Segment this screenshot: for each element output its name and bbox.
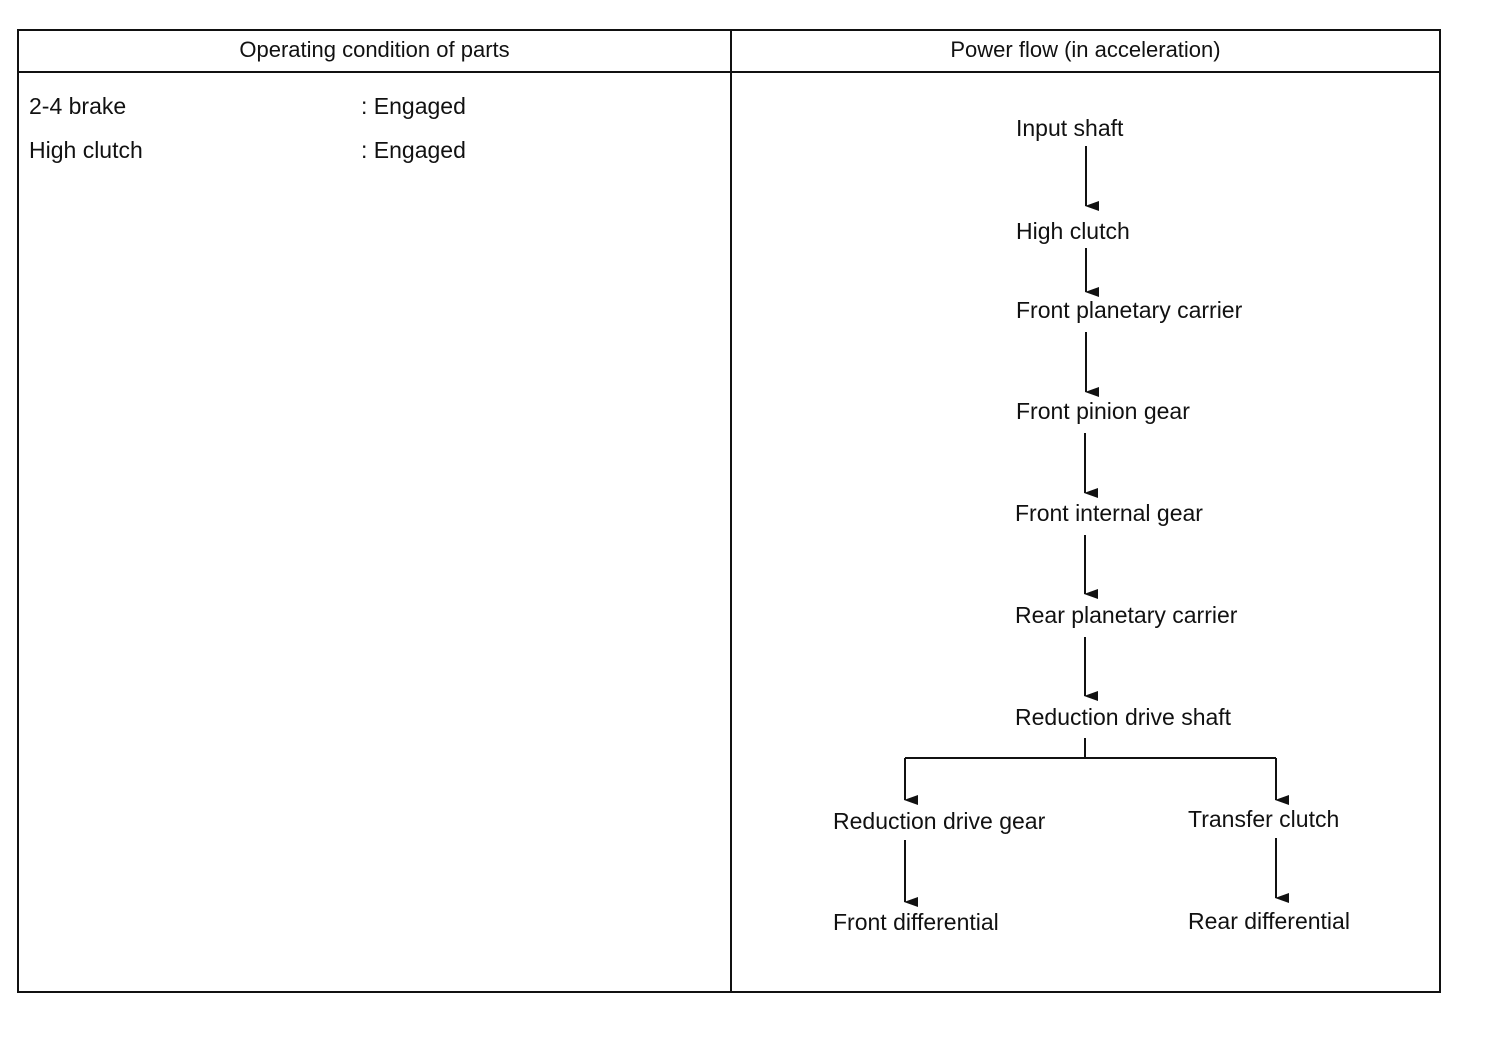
condition-part-label: High clutch [29,137,143,163]
flow-node-front-pinion-gear: Front pinion gear [1016,398,1190,424]
flow-node-front-planetary-carrier: Front planetary carrier [1016,297,1243,323]
condition-part-label: 2-4 brake [29,93,127,119]
condition-state-label: : Engaged [361,93,466,119]
condition-state-label: : Engaged [361,137,466,163]
flow-node-front-internal-gear: Front internal gear [1015,500,1203,526]
flow-node-reduction-drive-shaft: Reduction drive shaft [1015,704,1232,730]
header-operating-condition: Operating condition of parts [239,37,510,62]
flow-node-rear-differential: Rear differential [1188,908,1350,934]
flow-node-rear-planetary-carrier: Rear planetary carrier [1015,602,1238,628]
header-power-flow: Power flow (in acceleration) [950,37,1221,62]
flow-node-input-shaft: Input shaft [1016,115,1124,141]
flow-node-front-differential: Front differential [833,909,999,935]
flow-node-reduction-drive-gear: Reduction drive gear [833,808,1046,834]
flow-node-high-clutch: High clutch [1016,218,1130,244]
flow-node-transfer-clutch: Transfer clutch [1188,806,1340,832]
